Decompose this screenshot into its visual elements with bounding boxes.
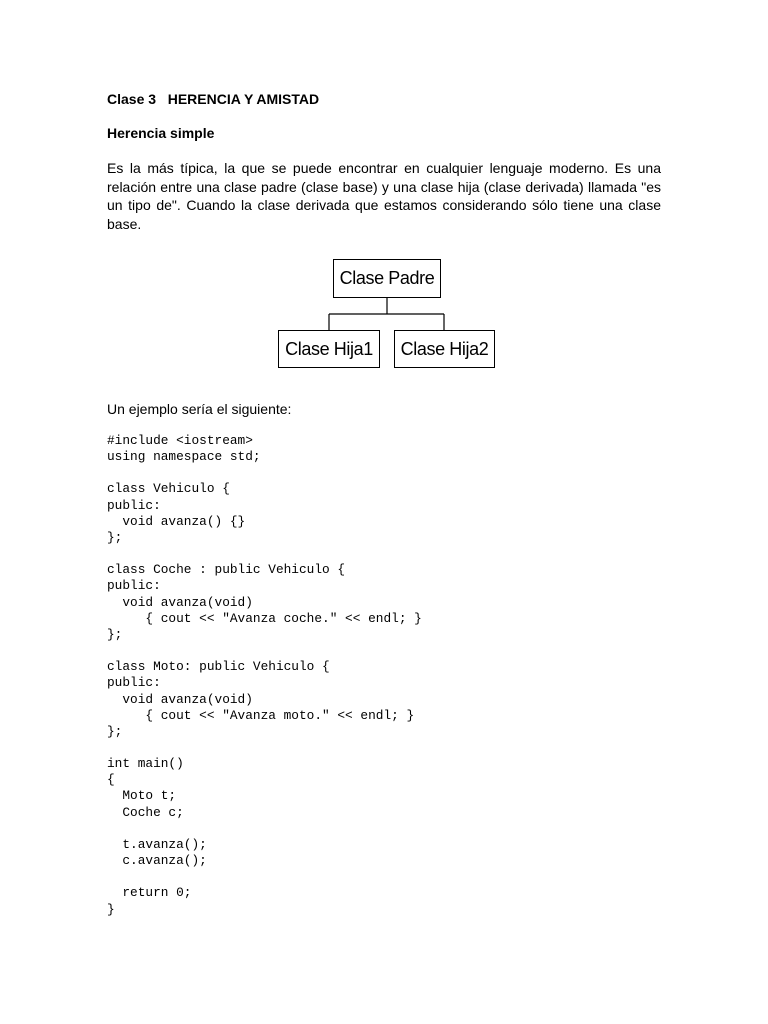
diagram-child-box-2: Clase Hija2 (394, 330, 495, 368)
page-title: Clase 3 HERENCIA Y AMISTAD (107, 91, 320, 107)
code-block: #include <iostream> using namespace std; class Vehiculo { public: void avanza() {} }; class Coche : public Vehiculo { public: void avanza(void) { cout << "Avanza coche." << endl; } }; class Moto: public Vehiculo { public: void avanza(void) { cout << "Avanza moto." << endl; } }; int main() { Moto t; Coche c; t.avanza(); c.avanza(); return 0; } (107, 433, 422, 917)
section-heading: Herencia simple (107, 125, 215, 141)
intro-paragraph: Es la más típica, la que se puede encontrar en cualquier lenguaje moderno. Es una relación entre una clase padre (clase base) y una clase hija (clase derivada) llamada "es un tipo de". Cuando la clase derivada que estamos considerando sólo tiene una clase base. (107, 160, 661, 232)
diagram-parent-box: Clase Padre (333, 259, 441, 298)
diagram-child-box-1: Clase Hija1 (278, 330, 380, 368)
example-intro: Un ejemplo sería el siguiente: (107, 401, 292, 417)
inheritance-diagram (107, 250, 661, 375)
